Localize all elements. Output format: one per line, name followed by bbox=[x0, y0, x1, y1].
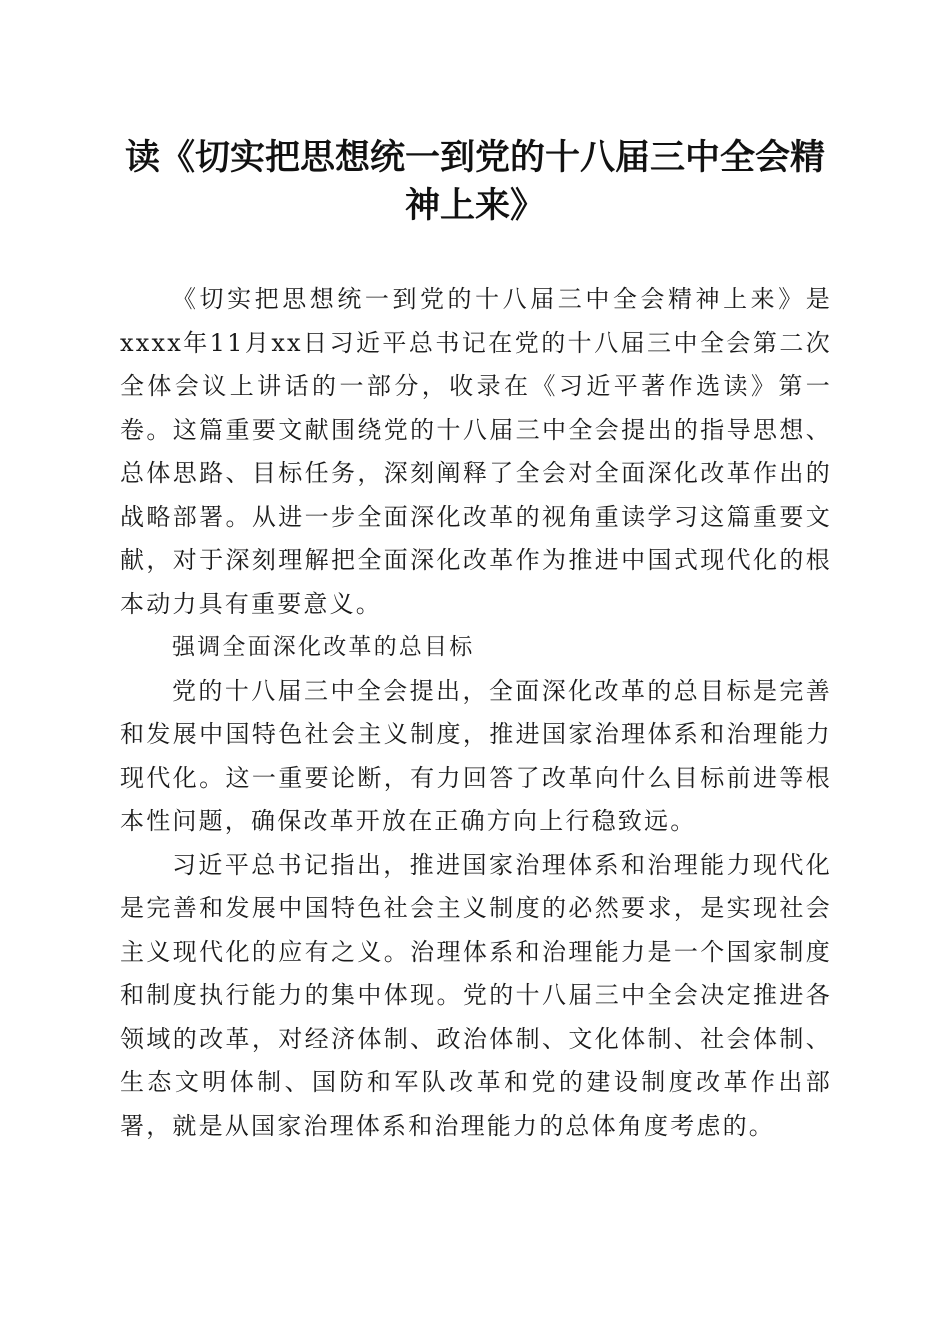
document-title: 读《切实把思想统一到党的十八届三中全会精神上来》 bbox=[124, 138, 825, 226]
paragraph-intro: 《切实把思想统一到党的十八届三中全会精神上来》是xxxx年11月xx日习近平总书记在党的十八届三中全会第二次全体会议上讲话的一部分，收录在《习近平著作选读》第一卷。这篇重要文献围绕党的十八届三中全会提出的指导思想、总体思路、目标任务，深刻阐释了全会对全面深化改革作出的战略部署。从进一步全面深化改革的视角重读学习这篇重要文献，对于深刻理解把全面深化改革作为推进中国式现代化的根本动力具有重要意义。 bbox=[120, 285, 832, 618]
paragraph-governance: 习近平总书记指出，推进国家治理体系和治理能力现代化是完善和发展中国特色社会主义制度的必然要求，是实现社会主义现代化的应有之义。治理体系和治理能力是一个国家制度和制度执行能力的集中体现。党的十八届三中全会决定推进各领域的改革，对经济体制、政治体制、文化体制、社会体制、生态文明体制、国防和军队改革和党的建设制度改革作出部署，就是从国家治理体系和治理能力的总体角度考虑的。 bbox=[120, 850, 832, 1140]
section-heading: 强调全面深化改革的总目标 bbox=[172, 634, 475, 660]
document-body bbox=[120, 278, 832, 1148]
paragraph-goal: 党的十八届三中全会提出，全面深化改革的总目标是完善和发展中国特色社会主义制度，推进国家治理体系和治理能力现代化。这一重要论断，有力回答了改革向什么目标前进等根本性问题，确保改革开放在正确方向上行稳致远。 bbox=[120, 676, 832, 835]
